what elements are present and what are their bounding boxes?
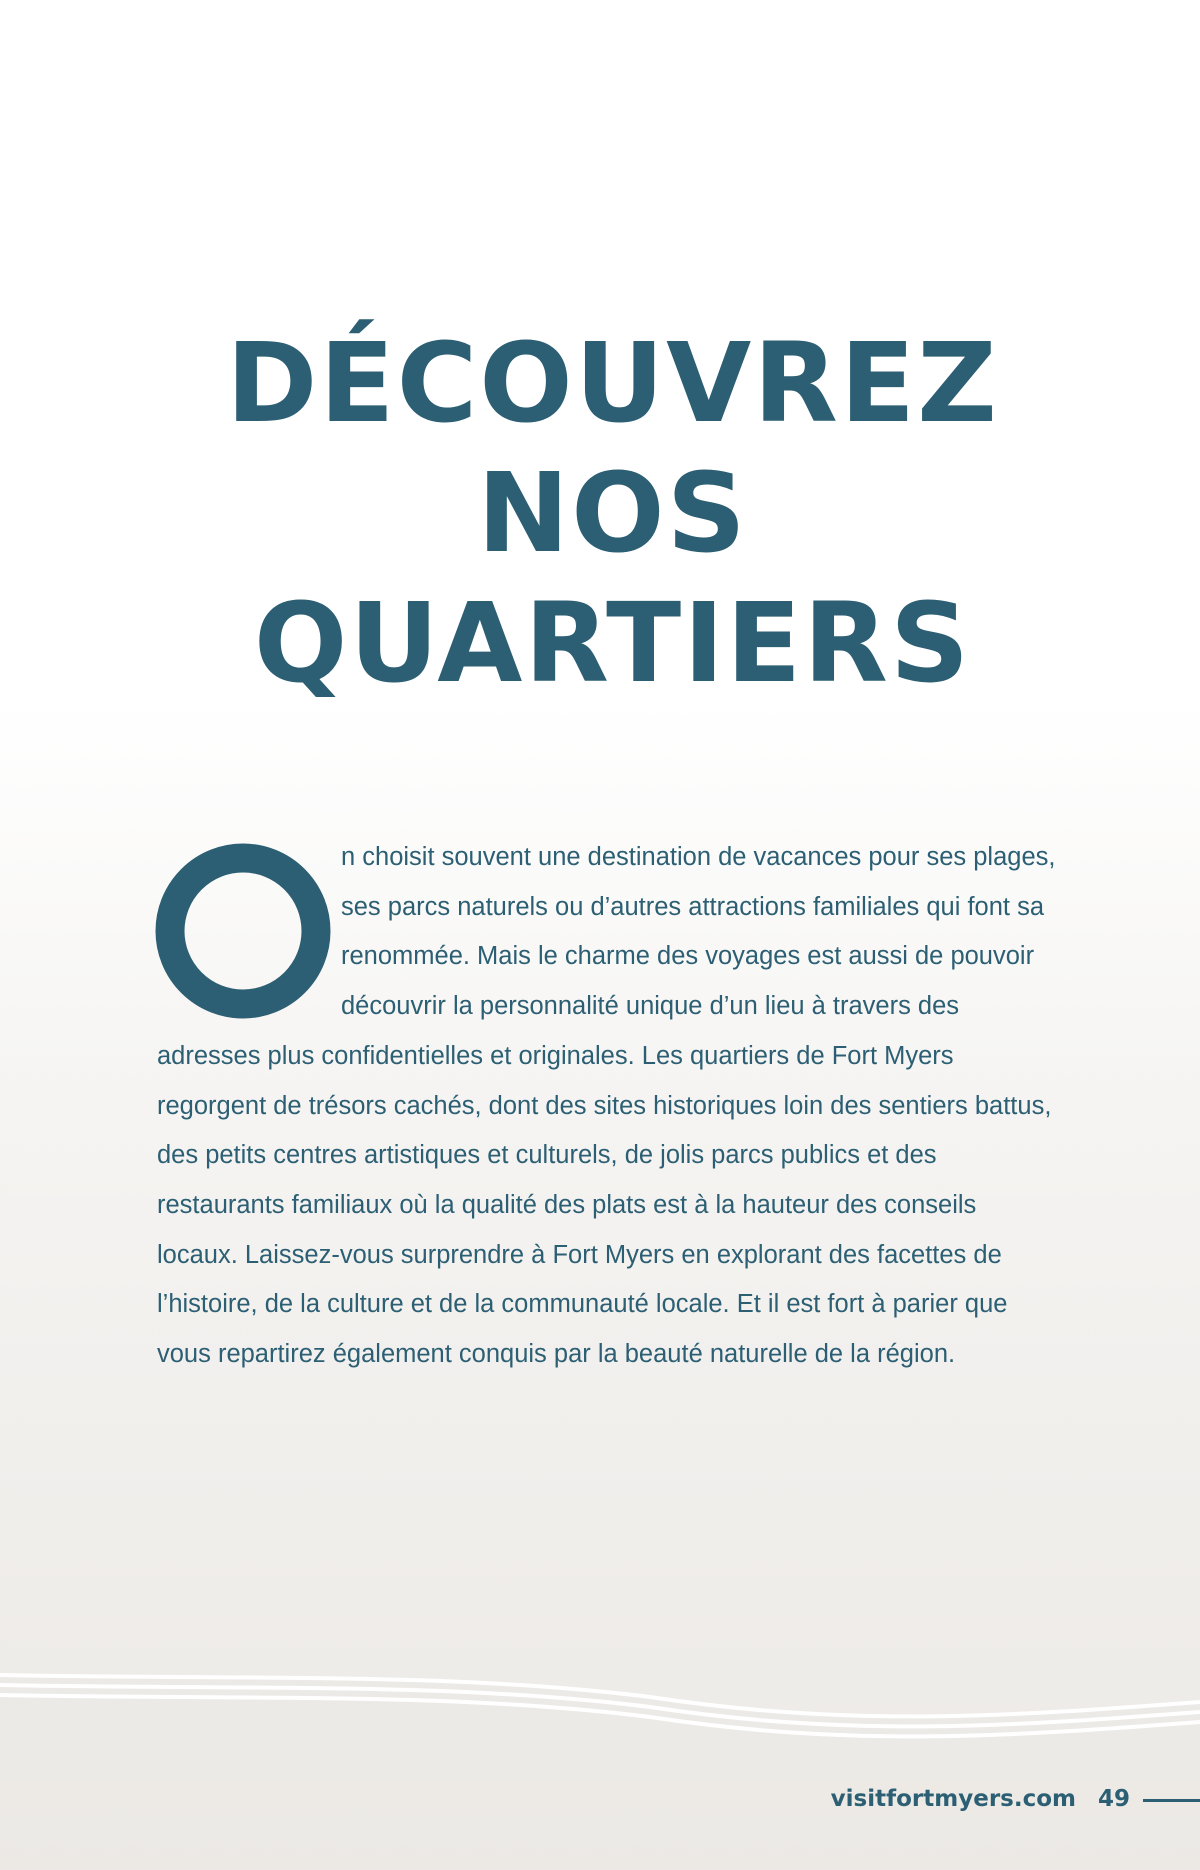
footer-divider-line (1143, 1799, 1200, 1802)
page-number: 49 (1098, 1786, 1131, 1812)
title-line-2: NOS (477, 449, 748, 577)
decorative-wave-lines (0, 1640, 1200, 1780)
drop-cap-letter (157, 833, 158, 834)
intro-body-text: n choisit souvent une destination de vacances pour ses plages, ses parcs naturels ou d’autres attractions familiales qui font sa renommée. Mais le charme des voyages est aussi de pouvoir découvrir la personnalité unique d’un lieu à travers des adresses plus confidentielles et originales. Les quartiers de Fort Myers regorgent de trésors cachés, dont des sites historiques loin des sentiers battus, des petits centres artistiques et culturels, de jolis parcs publics et des restaurants familiaux où la qualité des plats est à la hauteur des conseils locaux. Laissez-vous surprendre à Fort Myers en explorant des facettes de l’histoire, de la culture et de la communauté locale. Et il est fort à parier que vous repartirez également conquis par la beauté naturelle de la région. (157, 843, 1056, 1369)
drop-cap-o-glyph (155, 843, 331, 1019)
intro-paragraph (157, 833, 1057, 1380)
footer-website-url: visitfortmyers.com (830, 1786, 1076, 1812)
title-line-3: QUARTIERS (253, 579, 972, 707)
title-line-1: DÉCOUVREZ (226, 319, 999, 447)
drop-cap (157, 833, 327, 1023)
page-title (0, 318, 1200, 708)
